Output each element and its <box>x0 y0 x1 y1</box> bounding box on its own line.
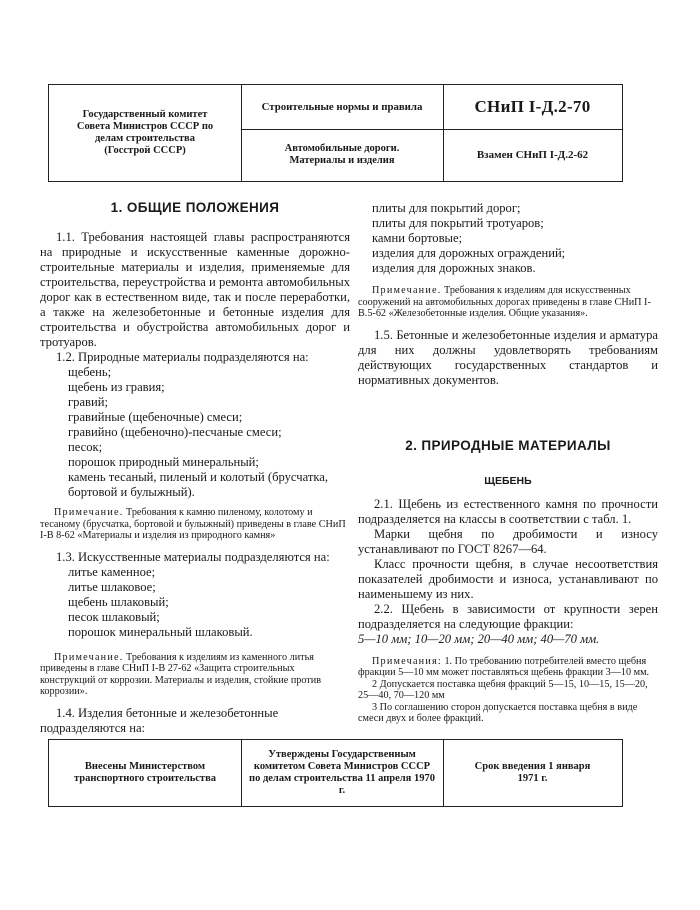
paragraph-2-1b: Марки щебня по дробимости и износу устанавливают по ГОСТ 8267—64. <box>358 526 658 556</box>
series-title: Строительные нормы и правила <box>261 101 423 113</box>
list-item: щебень из гравия; <box>68 380 165 394</box>
fractions-list: 5—10 мм; 10—20 мм; 20—40 мм; 40—70 мм. <box>358 631 600 646</box>
list-item: порошок природный минеральный; <box>68 455 259 469</box>
submitted-by: Внесены Министерством транспортного строительства <box>73 760 216 784</box>
paragraph-1-1: 1.1. Требования настоящей главы распространяются на природные и искусственные каменные дорожно-строительные материалы и изделия, применяемые для строительства, переустройства и ремонта автомобильных дорог как в естественном виде, так и после переработки, а также на железобетонные и бетонные изделия для строительства и обустройства автомобильных дорог и тротуаров. <box>40 230 350 349</box>
list-item: щебень; <box>68 365 112 379</box>
note-text: 1. По требованию потребителей вместо щебня фракции 5—10 мм может поставляться щебень фракции 3—10 мм. <box>358 655 650 678</box>
list-item: порошок минеральный шлаковый. <box>68 624 253 639</box>
note-text: Требования к изделиям из каменного литья приведены в главе СНиП I-В 27-62 «Защита строительных конструкций от коррозии. Материалы и изделия, стойкие против коррозии». <box>40 651 322 697</box>
note-1 <box>40 507 350 542</box>
list-item: песок шлаковый; <box>68 609 160 624</box>
left-column <box>40 200 350 736</box>
list-item: литье шлаковое; <box>68 579 156 594</box>
note-3 <box>358 285 658 320</box>
note-text: Требования к изделиям для искусственных сооружений на автомобильных дорогах приведены в главе СНиП I-В.5-62 «Железобетонные изделия. Общие указания». <box>358 285 651 319</box>
list-item: изделия для дорожных знаков. <box>372 261 536 275</box>
list-item: гравий; <box>68 395 108 409</box>
list-item: камень тесаный, пиленый и колотый (брусчатка, бортовой и булыжный). <box>68 470 329 499</box>
effective-date: Срок введения 1 января 1971 г. <box>474 760 591 784</box>
subsection-title: ЩЕБЕНЬ <box>484 474 532 487</box>
approved-by: Утверждены Государственным комитетом Совета Министров СССР по делам строительства 11 апреля 1970 г. <box>249 748 435 796</box>
notes-2: 2 Допускается поставка щебня фракций 5—15, 10—15, 15—20, 25—40, 70—120 мм <box>358 678 648 701</box>
paragraph-2-1c: Класс прочности щебня, в случае несоответствия показателей дробимости и износа, устанавливают по наименьшему из них. <box>358 556 658 601</box>
paragraph-1-2: 1.2. Природные материалы подразделяются на: <box>56 350 309 364</box>
section2-title: 2. ПРИРОДНЫЕ МАТЕРИАЛЫ <box>405 437 611 453</box>
document-code: СНиП I-Д.2-70 <box>474 97 591 116</box>
list-item: песок; <box>68 440 103 454</box>
note-label: Примечание. <box>54 651 124 663</box>
footer-table <box>48 739 623 807</box>
list-item: изделия для дорожных ограждений; <box>372 246 566 260</box>
list-item: плиты для покрытий дорог; <box>372 201 521 215</box>
list-item: камни бортовые; <box>372 231 463 245</box>
note-text: Требования к камню пиленому, колотому и тесаному (брусчатка, бортовой и булыжный) приведены в главе СНиП I-В 8-62 «Материалы и изделия из природного камня» <box>40 507 346 541</box>
paragraph-1-5: 1.5. Бетонные и железобетонные изделия и арматура для них должны удовлетворять требованиям действующих государственных стандартов и нормативных документов. <box>358 327 658 387</box>
section1-title: 1. ОБЩИЕ ПОЛОЖЕНИЯ <box>110 200 280 215</box>
list-item: гравийные (щебеночные) смеси; <box>68 410 243 424</box>
note-label: Примечание. <box>372 285 442 296</box>
note-label: Примечание. <box>54 507 124 518</box>
header-table <box>48 84 623 182</box>
paragraph-1-3: 1.3. Искусственные материалы подразделяются на: <box>56 549 330 564</box>
paragraph-2-1: 2.1. Щебень из естественного камня по прочности подразделяется на классы в соответствии с табл. 1. <box>358 496 658 526</box>
notes-label: Примечания: <box>372 655 442 667</box>
list-item: гравийно (щебеночно)-песчаные смеси; <box>68 425 282 439</box>
notes-3: 3 По соглашению сторон допускается поставка щебня в виде смеси двух и более фракций. <box>358 701 638 724</box>
right-column <box>358 201 658 725</box>
list-item: литье каменное; <box>68 564 156 579</box>
list-item: плиты для покрытий тротуаров; <box>372 216 544 230</box>
paragraph-2-2: 2.2. Щебень в зависимости от крупности зерен подразделяется на следующие фракции: <box>358 601 658 631</box>
replaces-note: Взамен СНиП I-Д.2-62 <box>476 148 589 161</box>
list-item: щебень шлаковый; <box>68 594 169 609</box>
notes-1 <box>358 656 658 679</box>
committee-name: Государственный комитет Совета Министров СССР по делам строительства (Госстрой СССР) <box>76 108 214 156</box>
document-title: Автомобильные дороги. Материалы и изделия <box>284 142 400 166</box>
paragraph-1-4: 1.4. Изделия бетонные и железобетонные подразделяются на: <box>40 705 279 735</box>
note-2 <box>40 652 350 698</box>
